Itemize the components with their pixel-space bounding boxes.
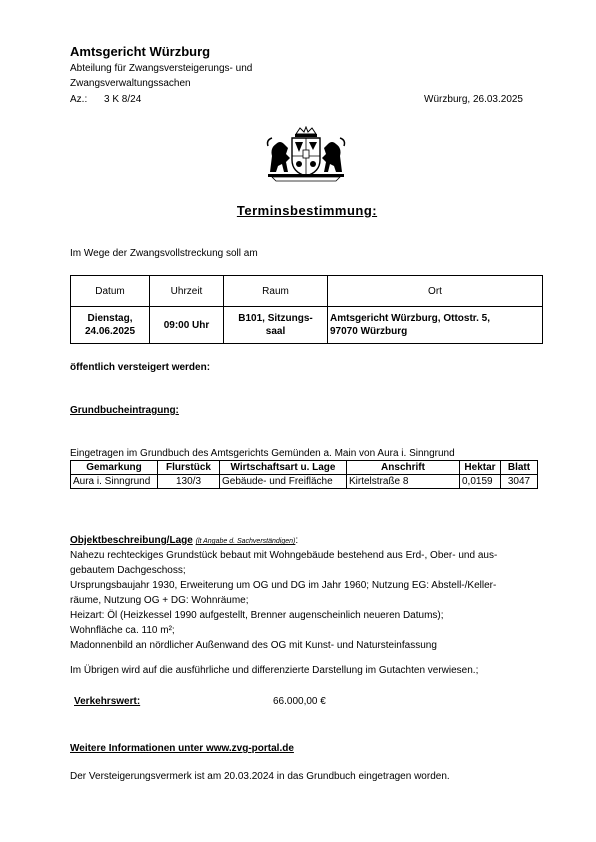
cell-datum bbox=[71, 307, 150, 344]
objekt-heading: Objektbeschreibung/Lage bbox=[70, 535, 193, 546]
department-line-1: Abteilung für Zwangsversteigerungs- und bbox=[70, 63, 253, 74]
grundbuch-table-header bbox=[71, 461, 538, 475]
grundbuch-table bbox=[70, 460, 538, 489]
closing-text: Der Versteigerungsvermerk ist am 20.03.2024 in das Grundbuch eingetragen worden. bbox=[70, 771, 450, 782]
termin-table-header bbox=[71, 276, 543, 307]
objekt-heading-line bbox=[70, 534, 298, 548]
cell-blatt: 3047 bbox=[501, 475, 538, 489]
termin-table-row bbox=[71, 307, 543, 344]
grundbuch-table-row bbox=[71, 475, 538, 489]
verkehrswert-label: Verkehrswert: bbox=[74, 696, 141, 707]
raum-line-2: saal bbox=[265, 326, 286, 337]
termin-table bbox=[70, 275, 543, 344]
az-value: 3 K 8/24 bbox=[104, 94, 142, 105]
header-datum: Datum bbox=[71, 276, 150, 307]
objekt-line: gebautem Dachgeschoss; bbox=[70, 565, 186, 576]
header-wirtschaftsart: Wirtschaftsart u. Lage bbox=[220, 461, 347, 475]
cell-hektar: 0,0159 bbox=[460, 475, 501, 489]
cell-gemarkung: Aura i. Sinngrund bbox=[71, 475, 158, 489]
objekt-line: Madonnenbild an nördlicher Außenwand des OG mit Kunst- und Natursteinfassung bbox=[70, 640, 437, 651]
header-anschrift: Anschrift bbox=[347, 461, 460, 475]
cell-wirtschaftsart: Gebäude- und Freifläche bbox=[220, 475, 347, 489]
raum-line-1: B101, Sitzungs- bbox=[238, 313, 313, 324]
objekt-description bbox=[70, 548, 497, 653]
objekt-line: räume, Nutzung OG + DG: Wohnräume; bbox=[70, 595, 249, 606]
az-label: Az.: bbox=[70, 94, 88, 105]
auction-text: öffentlich versteigert werden: bbox=[70, 362, 211, 373]
header-ort: Ort bbox=[328, 276, 543, 307]
header-blatt: Blatt bbox=[501, 461, 538, 475]
datum-weekday: Dienstag, bbox=[87, 313, 133, 324]
objekt-colon: : bbox=[295, 535, 299, 546]
cell-ort bbox=[328, 307, 543, 344]
department-line-2: Zwangsverwaltungssachen bbox=[70, 78, 191, 89]
weitere-info-link[interactable]: Weitere Informationen unter www.zvg-portal.de bbox=[70, 743, 294, 754]
objekt-line: Heizart: Öl (Heizkessel 1990 aufgestellt, Brenner augenscheinlich neueren Datums); bbox=[70, 610, 444, 621]
header-flurstueck: Flurstück bbox=[158, 461, 220, 475]
cell-anschrift: Kirtelstraße 8 bbox=[347, 475, 460, 489]
place-date: Würzburg, 26.03.2025 bbox=[424, 94, 523, 105]
document-title: Terminsbestimmung: bbox=[236, 203, 378, 218]
court-name: Amtsgericht Würzburg bbox=[70, 44, 211, 59]
objekt-line: Nahezu rechteckiges Grundstück bebaut mit Wohngebäude bestehend aus Erd-, Ober- und aus- bbox=[70, 550, 498, 561]
ort-line-1: Amtsgericht Würzburg, Ottostr. 5, bbox=[330, 313, 491, 324]
datum-date: 24.06.2025 bbox=[84, 326, 136, 337]
bavarian-coat-of-arms-icon bbox=[262, 126, 350, 182]
objekt-line: Ursprungsbaujahr 1930, Erweiterung um OG und DG im Jahr 1960; Nutzung EG: Abstell-/Keller- bbox=[70, 580, 497, 591]
header-hektar: Hektar bbox=[460, 461, 501, 475]
header-raum: Raum bbox=[224, 276, 328, 307]
grundbuch-intro: Eingetragen im Grundbuch des Amtsgerichts Gemünden a. Main von Aura i. Sinngrund bbox=[70, 448, 455, 459]
header-gemarkung: Gemarkung bbox=[71, 461, 158, 475]
objekt-line: Wohnfläche ca. 110 m²; bbox=[70, 625, 175, 636]
objekt-note: (lt Angabe d. Sachverständigen) bbox=[195, 538, 296, 545]
grundbuch-heading: Grundbucheintragung: bbox=[70, 405, 179, 416]
intro-text: Im Wege der Zwangsvollstreckung soll am bbox=[70, 248, 258, 259]
verkehrswert-value: 66.000,00 € bbox=[273, 696, 326, 707]
ort-line-2: 97070 Würzburg bbox=[330, 326, 408, 337]
header-uhrzeit: Uhrzeit bbox=[150, 276, 224, 307]
gutachten-reference: Im Übrigen wird auf die ausführliche und differenzierte Darstellung im Gutachten verwiesen.; bbox=[70, 665, 479, 676]
cell-uhrzeit: 09:00 Uhr bbox=[150, 307, 224, 344]
cell-raum bbox=[224, 307, 328, 344]
cell-flurstueck: 130/3 bbox=[158, 475, 220, 489]
